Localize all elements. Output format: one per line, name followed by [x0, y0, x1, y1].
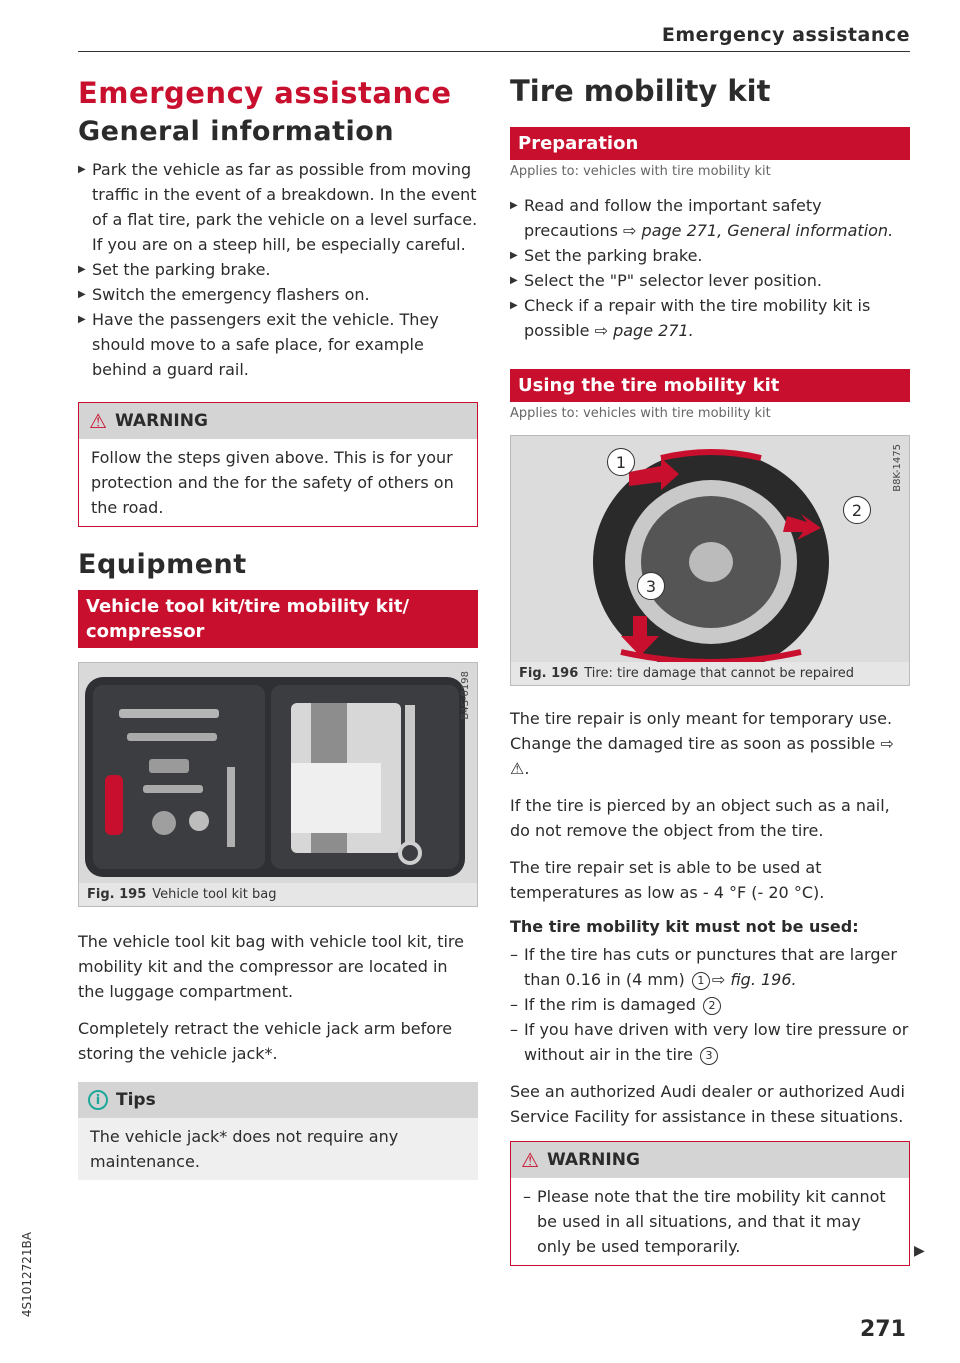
warning-icon: ⚠ [521, 1148, 539, 1173]
tips-box [78, 1082, 478, 1180]
document-code: 4S1012721BA [20, 1232, 34, 1318]
paragraph: The vehicle tool kit bag with vehicle tool kit, tire mobility kit and the compressor are located in the luggage compartment. [78, 932, 464, 1001]
tips-label: Tips [116, 1090, 156, 1110]
applies-to: Applies to: vehicles with tire mobility kit [510, 406, 771, 422]
warning-icon: ⚠ [89, 409, 107, 433]
general-information-title: General information [78, 116, 395, 147]
not-used-heading: The tire mobility kit must not be used: [510, 917, 859, 937]
warning-label: WARNING [114, 411, 208, 431]
list-item: ▶ Park the vehicle as far as possible from moving traffic in the event of a breakdown. In the event of a flat tire, park the vehicle on a level surface. If you are on a steep hill, be especially careful. [78, 157, 478, 257]
paragraph: If the tire is pierced by an object such as a nail, do not remove the object from the tire. [510, 796, 890, 841]
tire-image [511, 436, 909, 662]
running-head: Emergency assistance [661, 24, 910, 46]
warning-header [79, 403, 477, 439]
figure-195 [78, 662, 478, 907]
list-item: ▶ Set the parking brake. [510, 243, 910, 268]
warning-body [511, 1178, 909, 1265]
info-icon: i [88, 1090, 108, 1110]
equipment-title: Equipment [78, 549, 247, 580]
callout-ref-3: 3 [700, 1047, 718, 1065]
page-reference: ⇨ page 271, General information. [623, 221, 894, 241]
paragraph: The tire repair set is able to be used at temperatures as low as - 4 °F (- 20 °C). [510, 858, 825, 903]
kit-bar: Vehicle tool kit/tire mobility kit/ compressor [78, 590, 478, 648]
warning-list [523, 1184, 897, 1259]
callout-ref-2: 2 [703, 997, 721, 1015]
warning-box [78, 402, 478, 527]
using-kit-bar: Using the tire mobility kit [510, 369, 910, 402]
chapter-title: Emergency assistance [78, 76, 452, 110]
figure-caption [511, 662, 909, 685]
paragraph: Completely retract the vehicle jack arm before storing the vehicle jack*. [78, 1019, 453, 1063]
figure-caption [79, 883, 477, 906]
continue-arrow-icon: ▶ [914, 1243, 925, 1259]
list-item: ▶ Read and follow the important safety precautions ⇨ page 271, General information. [510, 193, 910, 243]
figure-reference: ⇨ fig. 196. [711, 970, 797, 990]
tire-damage-icon [511, 436, 909, 662]
tire-mobility-kit-title: Tire mobility kit [510, 74, 771, 108]
figure-number: Fig. 195 [87, 887, 147, 902]
figure-196 [510, 435, 910, 686]
list-item: ▶ Have the passengers exit the vehicle. They should move to a safe place, for example behind a guard rail. [78, 307, 478, 382]
right-column [510, 72, 910, 1266]
figure-caption-text: Vehicle tool kit bag [152, 887, 277, 902]
list-item: ▶ Check if a repair with the tire mobility kit is possible ⇨ page 271. [510, 293, 910, 343]
list-item: ▶ Set the parking brake. [78, 257, 478, 282]
tool-kit-bag-icon [79, 663, 477, 883]
callout-1: 1 [607, 448, 635, 476]
paragraph: The tire repair is only meant for temporary use. Change the damaged tire as soon as possible ⇨ ⚠. [510, 709, 894, 779]
callout-2: 2 [843, 496, 871, 524]
figure-number: Fig. 196 [519, 666, 579, 682]
list-item: – If the tire has cuts or punctures that are larger than 0.16 in (4 mm) 1 ⇨ fig. 196. [510, 942, 910, 992]
warning-header [511, 1142, 909, 1178]
figure-code: B4S-0198 [460, 671, 471, 720]
page-reference: ⇨ page 271. [594, 321, 694, 341]
page-number: 271 [860, 1317, 906, 1342]
applies-to: Applies to: vehicles with tire mobility kit [510, 164, 771, 180]
tool-kit-image [79, 663, 477, 883]
preparation-bullets [510, 193, 910, 343]
callout-3: 3 [637, 572, 665, 600]
figure-caption-text: Tire: tire damage that cannot be repaired [584, 666, 854, 682]
tips-header [78, 1082, 478, 1118]
warning-label: WARNING [546, 1150, 640, 1171]
list-item: – If you have driven with very low tire pressure or without air in the tire 3 [510, 1017, 910, 1067]
not-used-list [510, 942, 910, 1067]
warning-box [510, 1141, 910, 1266]
figure-code: B8K-1475 [892, 444, 903, 493]
tips-text: The vehicle jack* does not require any maintenance. [78, 1118, 478, 1180]
callout-ref-1: 1 [692, 972, 710, 990]
general-bullets [78, 157, 478, 382]
list-item: ▶ Switch the emergency flashers on. [78, 282, 478, 307]
left-column [78, 72, 478, 1180]
header-rule [78, 51, 910, 52]
warning-text: Follow the steps given above. This is for your protection and the for the safety of others on the road. [91, 448, 454, 517]
paragraph: See an authorized Audi dealer or authorized Audi Service Facility for assistance in these situations. [510, 1082, 905, 1127]
list-item: – If the rim is damaged 2 [510, 992, 910, 1017]
list-item: – Please note that the tire mobility kit cannot be used in all situations, and that it may only be used temporarily. [523, 1184, 897, 1259]
preparation-bar: Preparation [510, 127, 910, 160]
list-item: ▶ Select the "P" selector lever position. [510, 268, 910, 293]
